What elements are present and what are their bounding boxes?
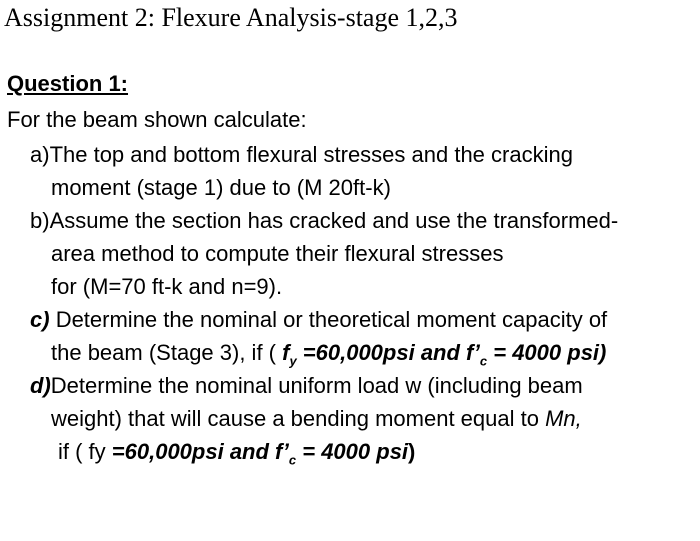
item-d-mn: Mn, xyxy=(545,406,582,431)
item-d-line-3 xyxy=(58,438,415,466)
assignment-title: Assignment 2: Flexure Analysis-stage 1,2,3 xyxy=(4,3,458,32)
item-c-text-2: the beam (Stage 3), if ( xyxy=(51,340,283,365)
item-d-close: ) xyxy=(408,439,416,464)
item-c-line-1 xyxy=(30,306,607,334)
item-d-line-2 xyxy=(51,405,582,433)
item-c-fy: $f_y =60,000psi$ and $f’_c = 4000$ psi) xyxy=(282,340,607,369)
item-b-line-3: for (M=70 ft-k and n=9). xyxy=(51,274,283,299)
item-a-label: a) xyxy=(30,142,50,167)
item-d-text-2: weight) that will cause a bending moment equal to xyxy=(51,406,546,431)
item-d-values: =60,000psi and $f’_c = 4000$ psi xyxy=(111,439,409,468)
item-d-label: d) xyxy=(30,373,51,398)
item-a-line-1 xyxy=(30,141,573,169)
item-c-line-2 xyxy=(51,339,606,367)
item-c-text-1: Determine the nominal or theoretical moment capacity of xyxy=(55,307,608,332)
item-b-line-1 xyxy=(30,207,618,235)
item-d-text-1: Determine the nominal uniform load w (including beam xyxy=(50,373,583,398)
item-b-label: b) xyxy=(30,208,50,233)
item-c-label: c) xyxy=(30,307,50,332)
item-d-line-1 xyxy=(30,372,583,400)
item-a-line-2: moment (stage 1) due to (M 20ft-k) xyxy=(51,175,391,200)
question-heading: Question 1: xyxy=(7,71,129,96)
item-b-line-2: area method to compute their flexural stresses xyxy=(51,241,504,266)
item-b-text-1: Assume the section has cracked and use the transformed- xyxy=(49,208,619,233)
item-d-text-3: if ( fy xyxy=(58,439,112,464)
intro-text: For the beam shown calculate: xyxy=(7,107,307,132)
item-a-text-1: The top and bottom flexural stresses and the cracking xyxy=(49,142,573,167)
